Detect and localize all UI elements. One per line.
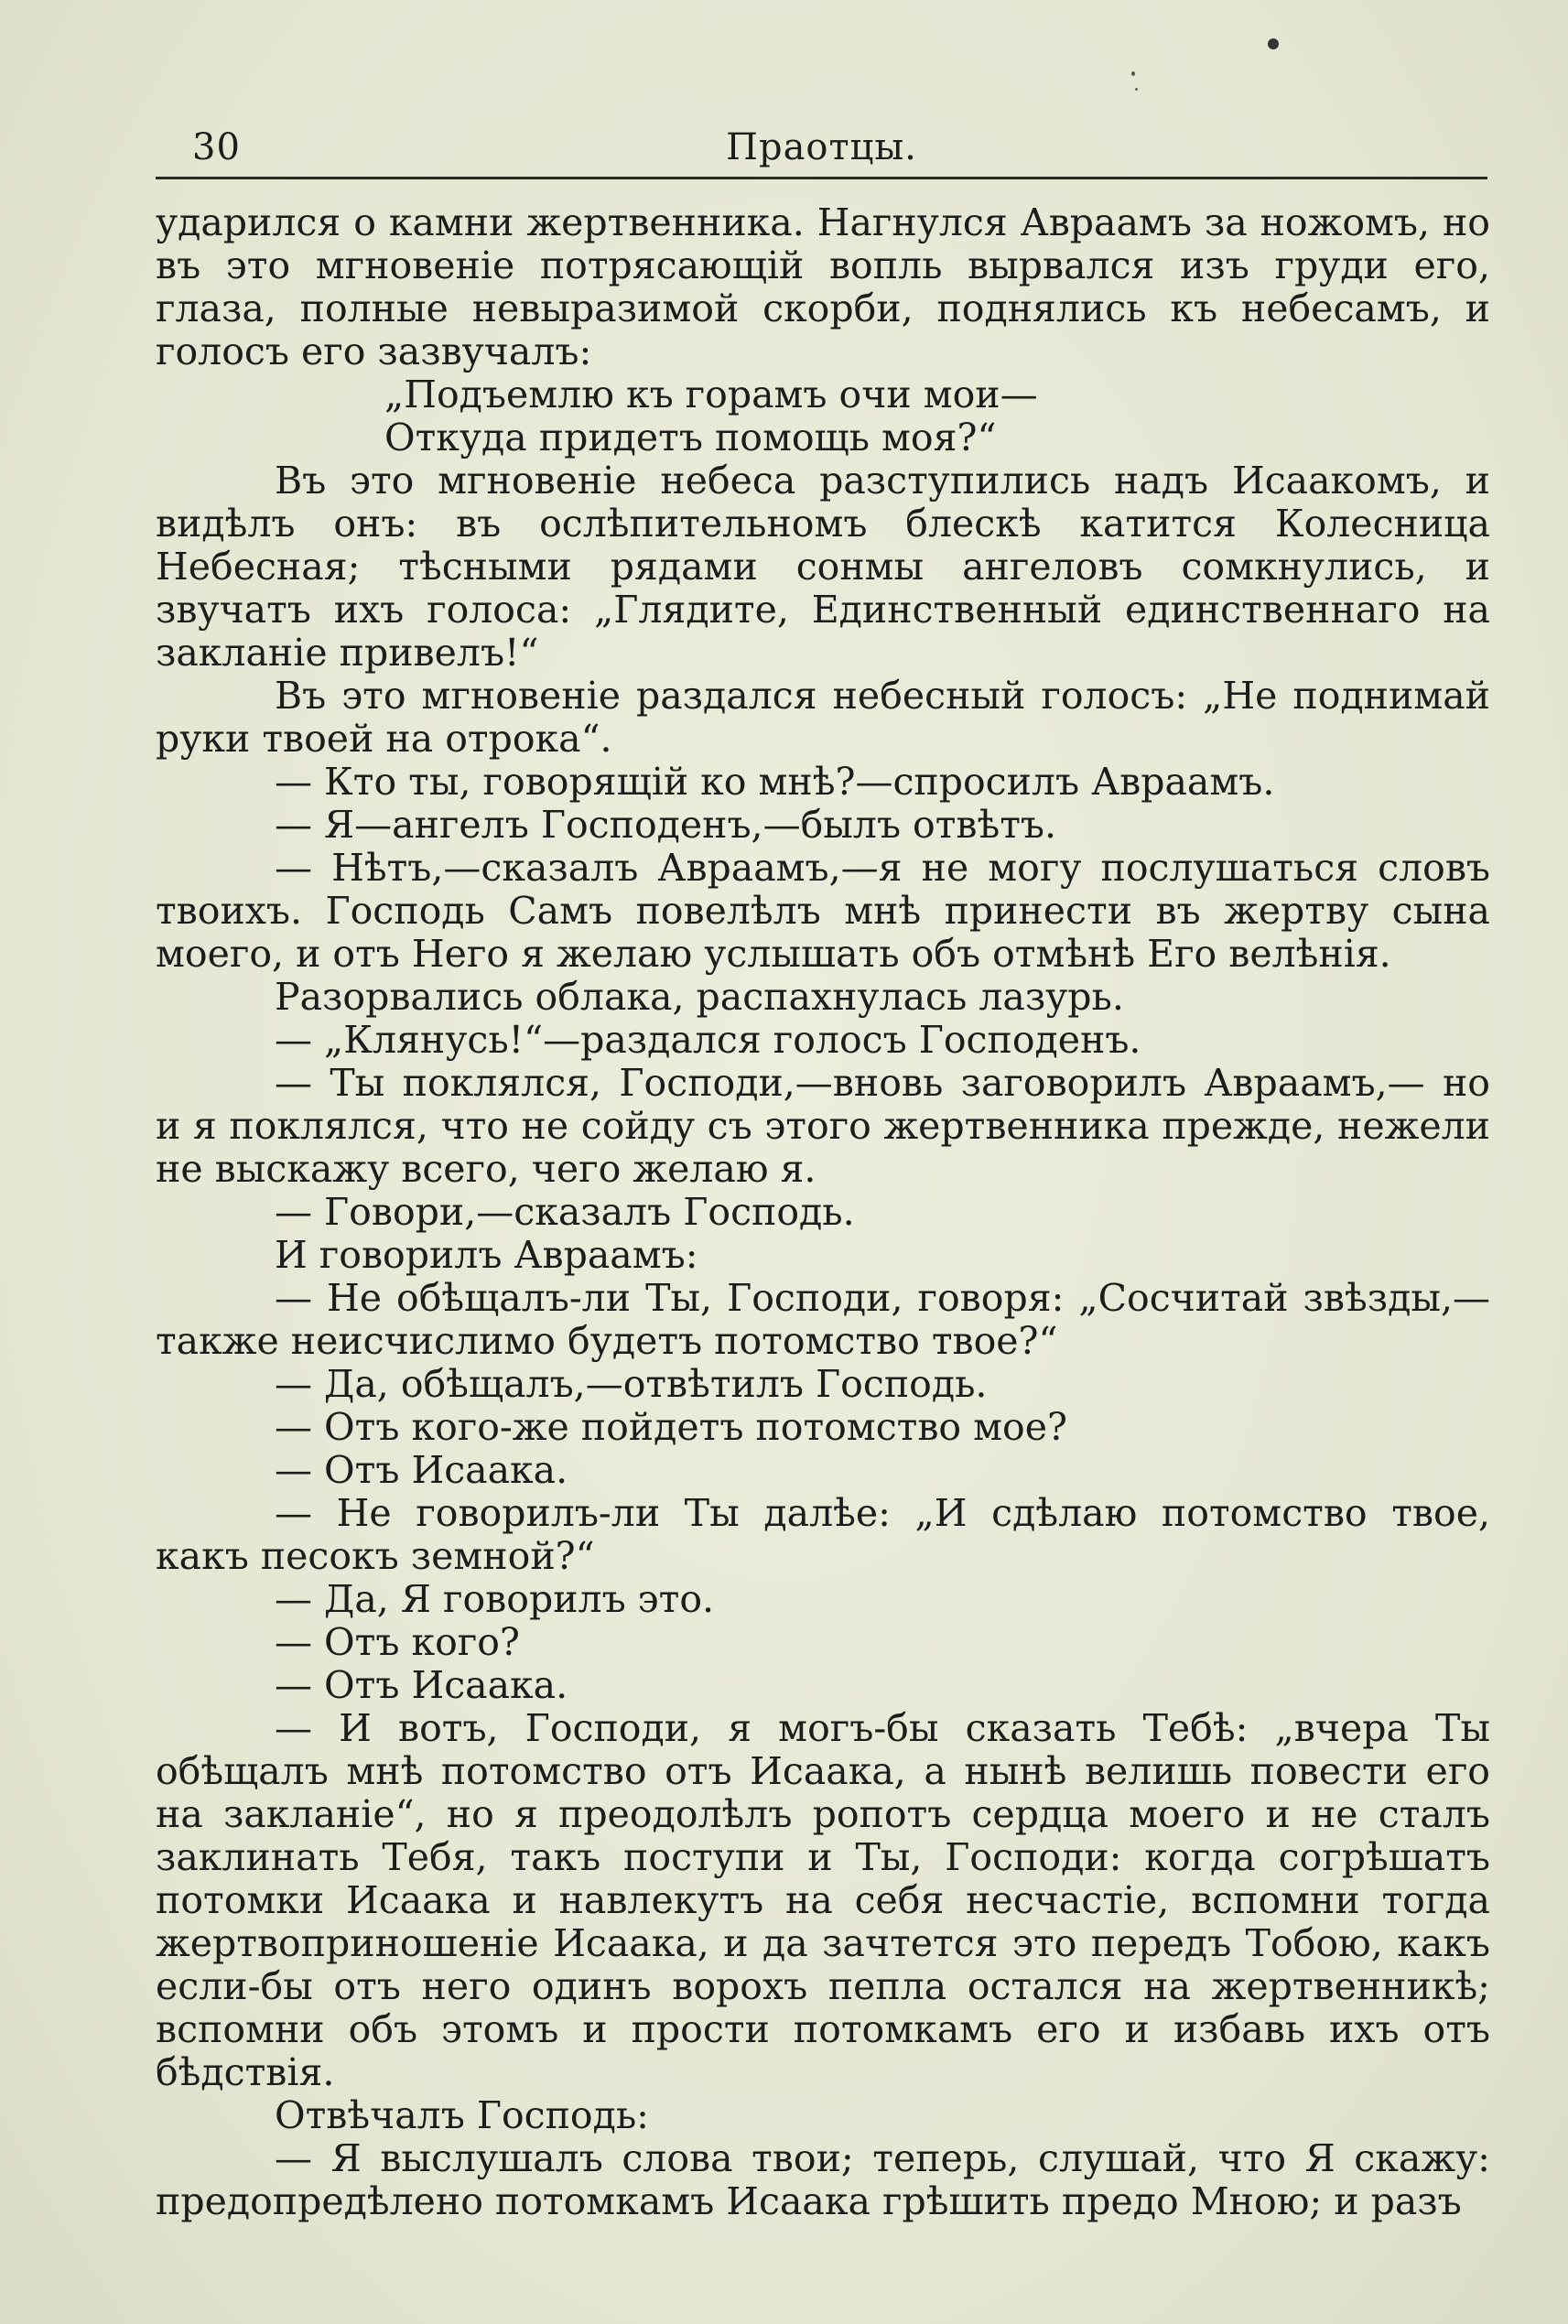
- dialogue-line: — Отъ Исаака.: [275, 1448, 568, 1492]
- dialogue-line: — Не обѣщалъ-ли Ты, Господи, говоря: „Сосчитай звѣзды,— также неисчислимо будетъ потомство твое?“: [156, 1276, 1490, 1363]
- paragraph: Отвѣчалъ Господь:: [275, 2093, 649, 2137]
- dialogue-line: — Отъ Исаака.: [275, 1663, 568, 1707]
- paragraph: Въ это мгновеніе небеса разступились надъ Исаакомъ, и видѣлъ онъ: въ ослѣпительномъ блескѣ катится Колесница Небесная; тѣсными рядами сонмы ангеловъ сомкнулись, и звучатъ ихъ голоса: „Глядите, Единственный единственнаго на закланіе привелъ!“: [156, 459, 1490, 675]
- dialogue-line: — Говори,—сказалъ Господь.: [275, 1190, 855, 1234]
- paragraph: ударился о камни жертвенника. Нагнулся Авраамъ за ножомъ, но въ это мгновеніе потрясающій вопль вырвался изъ груди его, глаза, полные невыразимой скорби, поднялись къ небесамъ, и голосъ его зазвучалъ:: [156, 200, 1490, 373]
- dialogue-line: — Не говорилъ-ли Ты далѣе: „И сдѣлаю потомство твое, какъ песокъ земной?“: [156, 1491, 1490, 1578]
- page-header: [156, 126, 1487, 181]
- page-number: 30: [192, 126, 241, 168]
- dialogue-line: — Ты поклялся, Господи,—вновь заговорилъ Авраамъ,— но и я поклялся, что не сойду съ этого жертвенника прежде, нежели не выскажу всего, чего желаю я.: [156, 1061, 1490, 1191]
- paragraph: Разорвались облака, распахнулась лазурь.: [275, 975, 1124, 1019]
- dialogue-line: — Я—ангелъ Господенъ,—былъ отвѣтъ.: [275, 803, 1057, 847]
- dialogue-line: — Да, обѣщалъ,—отвѣтилъ Господь.: [275, 1362, 988, 1406]
- body-text: [156, 201, 1490, 2223]
- running-title: Праотцы.: [726, 126, 917, 168]
- dialogue-line: — „Клянусь!“—раздался голосъ Господенъ.: [275, 1018, 1141, 1062]
- dialogue-line: — Я выслушалъ слова твои; теперь, слушай, что Я скажу: предопредѣлено потомкамъ Исаака грѣшить предо Мною; и разъ: [156, 2136, 1490, 2223]
- dialogue-line: — Да, Я говорилъ это.: [275, 1577, 715, 1621]
- dialogue-line: — Отъ кого-же пойдетъ потомство мое?: [275, 1405, 1067, 1449]
- dialogue-line: — Отъ кого?: [275, 1620, 520, 1664]
- header-rule: [156, 177, 1487, 179]
- verse-line: Откуда придетъ помощь моя?“: [384, 416, 997, 459]
- paragraph: Въ это мгновеніе раздался небесный голосъ: „Не поднимай руки твоей на отрока“.: [156, 674, 1490, 761]
- verse-line: „Подъемлю къ горамъ очи мои—: [384, 373, 1038, 416]
- dialogue-line: — И вотъ, Господи, я могъ-бы сказать Тебѣ: „вчера Ты обѣщалъ мнѣ потомство отъ Исаака, а нынѣ велишь повести его на закланіе“, но я преодолѣлъ ропотъ сердца моего и не сталъ заклинать Тебя, такъ поступи и Ты, Господи: когда согрѣшатъ потомки Исаака и навлекутъ на себя несчастіе, вспомни тогда жертвоприношеніе Исаака, и да зачтется это передъ Тобою, какъ если-бы отъ него одинъ ворохъ пепла остался на жертвенникѣ; вспомни объ этомъ и прости потомкамъ его и избавь ихъ отъ бѣдствія.: [156, 1706, 1490, 2094]
- ink-speck: [1268, 38, 1279, 49]
- dialogue-line: — Кто ты, говорящій ко мнѣ?—спросилъ Авраамъ.: [275, 760, 1275, 804]
- dialogue-line: — Нѣтъ,—сказалъ Авраамъ,—я не могу послушаться словъ твоихъ. Господь Самъ повелѣлъ мнѣ принести въ жертву сына моего, и отъ Него я желаю услышать объ отмѣнѣ Его велѣнія.: [156, 846, 1490, 976]
- ink-speck: [1135, 88, 1138, 91]
- ink-speck: [1131, 71, 1135, 76]
- paragraph: И говорилъ Авраамъ:: [275, 1233, 698, 1277]
